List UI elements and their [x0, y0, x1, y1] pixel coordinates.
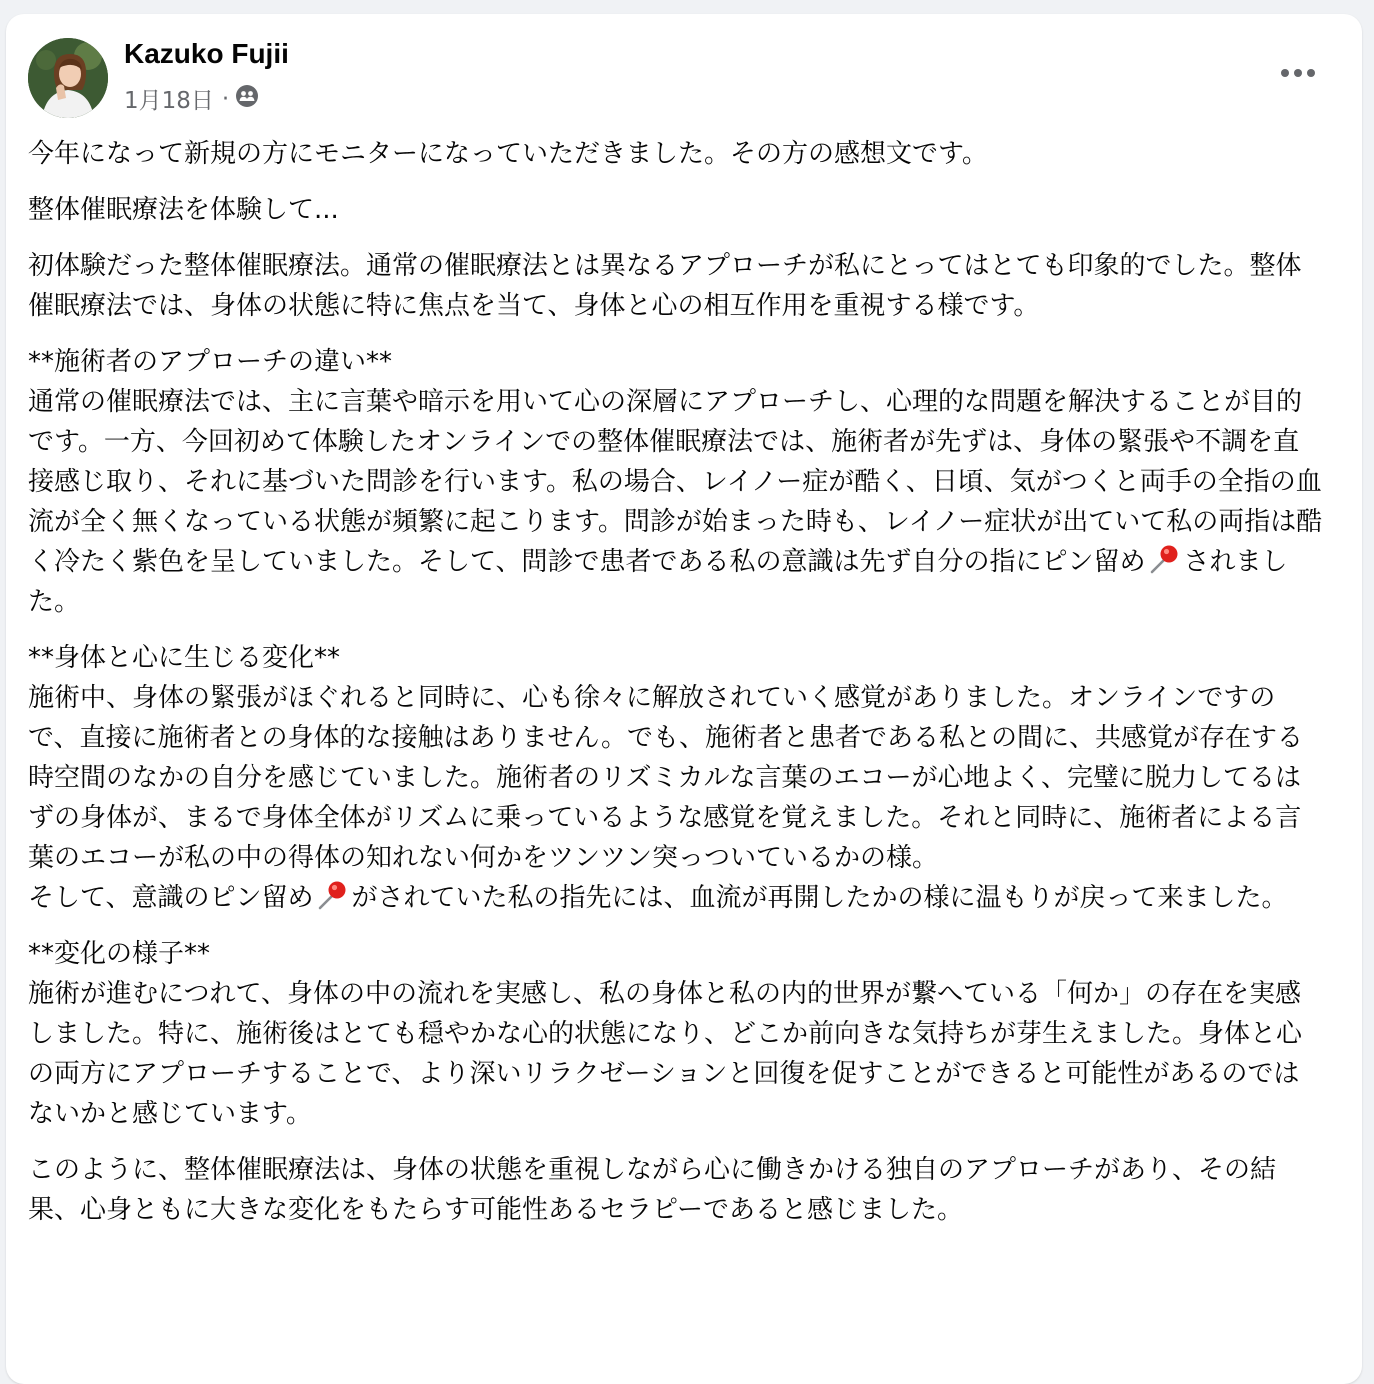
pushpin-icon: [1147, 542, 1181, 576]
post-paragraph: 今年になって新規の方にモニターになっていただきました。その方の感想文です。: [28, 139, 988, 169]
post-paragraph: 初体験だった整体催眠療法。通常の催眠療法とは異なるアプローチが私にとってはとても印象的でした。整体催眠療法では、身体の状態に特に焦点を当て、身体と心の相互作用を重視する様です。: [28, 251, 1302, 321]
post-paragraph: **施術者のアプローチの違い** 通常の催眠療法では、主に言葉や暗示を用いて心の深層にアプローチし、心理的な問題を解決することが目的です。一方、今回初めて体験したオンラインでの整体催眠療法では、施術者が先ずは、身体の緊張や不調を直接感じ取り、それに基づいた問診を行います。私の場合、レイノー症が酷く、日頃、気がつくと両手の全指の血流が全く無くなっている状態が頻繁に起こります。問診が始まった時も、レイノー症状が出ていて私の両指は酷く冷たく紫色を呈していました。そして、問診で患者である私の意識は先ず自分の指にピン留め されました。: [28, 347, 1323, 617]
post-text: [28, 134, 1324, 1246]
author-name[interactable]: Kazuko Fujii: [124, 38, 289, 69]
post-paragraph: **変化の様子** 施術が進むにつれて、身体の中の流れを実感し、私の身体と私の内的世界が繋へている「何か」の存在を実感しました。特に、施術後はとても穏やかな心的状態になり、どこか前向きな気持ちが芽生えました。身体と心の両方にアプローチすることで、より深いリラクゼーションと回復を促すことができると可能性があるのではないかと感じています。: [28, 939, 1303, 1129]
post-meta: [124, 82, 259, 115]
author-avatar[interactable]: [28, 38, 108, 118]
section-heading: **変化の様子**: [28, 939, 211, 969]
post-paragraph: **身体と心に生じる変化** 施術中、身体の緊張がほぐれると同時に、心も徐々に解放されていく感覚がありました。オンラインですので、直接に施術者との身体的な接触はありません。でも、施術者と患者である私との間に、共感覚が存在する時空間のなかの自分を感じていました。施術者のリズミカルな言葉のエコーが心地よく、完璧に脱力してるはずの身体が、まるで身体全体がリズムに乗っているような感覚を覚えました。それと同時に、施術者による言葉のエコーが私の中の得体の知れない何かをツンツン突っついているかの様。 そして、意識のピン留め がされていた私の指先には、血流が再開したかの様に温もりが戻って来ました。: [28, 643, 1304, 913]
section-heading: **身体と心に生じる変化**: [28, 643, 341, 673]
post-paragraph: 整体催眠療法を体験して...: [28, 195, 339, 225]
post-card: [6, 14, 1362, 1384]
friends-icon[interactable]: [235, 84, 259, 114]
section-heading: **施術者のアプローチの違い**: [28, 347, 393, 377]
pushpin-icon: [315, 878, 349, 912]
avatar-photo: [28, 38, 108, 118]
post-paragraph: このように、整体催眠療法は、身体の状態を重視しながら心に働きかける独自のアプローチがあり、その結果、心身ともに大きな変化をもたらす可能性あるセラピーであると感じました。: [28, 1155, 1277, 1225]
meta-separator: ·: [221, 85, 230, 112]
post-date[interactable]: 1月18日: [124, 88, 214, 114]
more-icon: [1280, 68, 1316, 78]
more-options-button[interactable]: [1274, 58, 1322, 88]
